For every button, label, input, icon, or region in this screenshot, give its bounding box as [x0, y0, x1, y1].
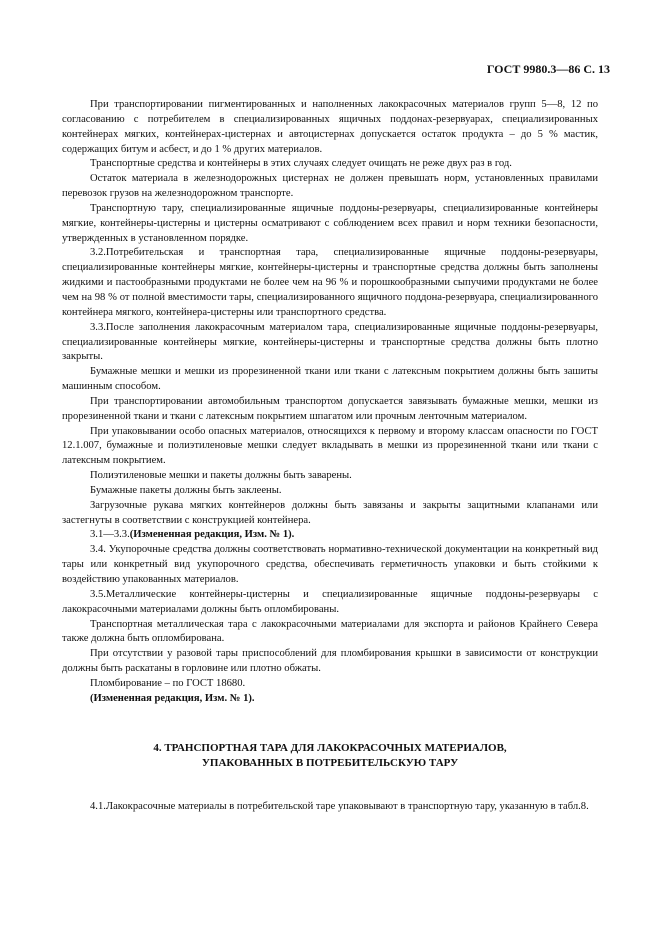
amendment-prefix: 3.1—3.3. — [90, 529, 130, 541]
paragraph-4-1: 4.1.Лакокрасочные материалы в потребительской таре упаковывают в транспортную тару, указанную в табл.8. — [90, 801, 589, 812]
amendment-note-1 — [62, 528, 598, 543]
main-text — [62, 98, 598, 707]
paragraph-10: Полиэтиленовые мешки и пакеты должны быть заварены. — [90, 470, 352, 482]
paragraph-15: Транспортная металлическая тара с лакокрасочными материалами для экспорта и районов Крайнего Севера также должна быть опломбирована. — [62, 618, 598, 645]
amendment-text: (Измененная редакция, Изм. № 1). — [129, 529, 295, 541]
paragraph-12: Загрузочные рукава мягких контейнеров должны быть завязаны и закрыты защитными клапанами или застегнуты в соответствии с конструкцией контейнера. — [62, 499, 598, 526]
page-header: ГОСТ 9980.3—86 С. 13 — [486, 62, 610, 76]
paragraph-3-2: 3.2.Потребительская и транспортная тара, специализированные ящичные поддоны-резервуары, специализированные контейнеры мягкие, контейнеры-цистерны и транспортные средства должны быть заполнены жидкими и пастообразными продуктами не более чем на 96 % и порошкообразными сыпучими продуктами не более чем на 98 % от полной вместимости тары, специализированного ящичного поддона-резервуара, специализированного контейнера мягкого, контейнера-цистерны или транспортного средства. — [62, 247, 598, 318]
paragraph-3-3: 3.3.После заполнения лакокрасочным материалом тара, специализированные ящичные поддоны-резервуары, специализированные контейнеры мягкие, контейнеры-цистерны и транспортные средства должны быть плотно закрыты. — [62, 321, 598, 363]
paragraph-8: При транспортировании автомобильным транспортом допускается завязывать бумажные мешки, мешки из прорезиненной ткани и ткани с латексным покрытием шпагатом или прочным ленточным материалом. — [62, 395, 598, 422]
paragraph-11: Бумажные пакеты должны быть заклеены. — [90, 484, 282, 496]
paragraph-3-4: 3.4. Укупорочные средства должны соответствовать нормативно-технической документации на конкретный вид тары или конкретный вид укупорочного средства, обеспечивать герметичность упаковки и быть стойкими к воздействию упакованных материалов. — [62, 544, 598, 585]
paragraph-3-5: 3.5.Металлические контейнеры-цистерны и специализированные ящичные поддоны-резервуары с лакокрасочными материалами должны быть опломбированы. — [62, 588, 598, 615]
paragraph-1: При транспортировании пигментированных и наполненных лакокрасочных материалов групп 5—8, 12 по согласованию с потребителем в специализированных ящичных поддонах-резервуарах, специализированных контейнерах мягких, контейнерах-цистернах и автоцистернах допускается остаток продукта – до 5 % мастик, содержащих битум и асбест, и до 1 % других материалов. — [62, 99, 598, 155]
section-title — [62, 741, 598, 771]
paragraph-9: При упаковывании особо опасных материалов, относящихся к первому и второму классам опасности по ГОСТ 12.1.007, бумажные и полиэтиленовые мешки следует вкладывать в мешки из прорезиненной ткани или ткани с латексным покрытием. — [62, 425, 598, 467]
section-title-line-1: 4. ТРАНСПОРТНАЯ ТАРА ДЛЯ ЛАКОКРАСОЧНЫХ МАТЕРИАЛОВ, — [153, 742, 507, 754]
paragraph-4: Транспортную тару, специализированные ящичные поддоны-резервуары, специализированные контейнеры мягкие, контейнеры-цистерны и цистерны осматривают с соблюдением всех правил и норм техники безопасности, утвержденных в установленном порядке. — [62, 202, 598, 244]
paragraph-3: Остаток материала в железнодорожных цистернах не должен превышать норм, установленных правилами перевозок грузов на железнодорожном транспорте. — [62, 173, 598, 200]
paragraph-17: Пломбирование – по ГОСТ 18680. — [90, 677, 246, 689]
paragraph-7: Бумажные мешки и мешки из прорезиненной ткани или ткани с латексным покрытием должны быть зашиты машинным способом. — [62, 366, 598, 393]
amendment-note-2: (Измененная редакция, Изм. № 1). — [90, 692, 255, 704]
section-text — [62, 800, 598, 815]
section-title-line-2: УПАКОВАННЫХ В ПОТРЕБИТЕЛЬСКУЮ ТАРУ — [201, 757, 459, 769]
paragraph-2: Транспортные средства и контейнеры в этих случаях следует очищать не реже двух раз в год. — [90, 158, 512, 170]
paragraph-16: При отсутствии у разовой тары приспособлений для пломбирования крышки в зависимости от конструкции должны быть раскатаны в горловине или плотно обжаты. — [62, 648, 598, 675]
